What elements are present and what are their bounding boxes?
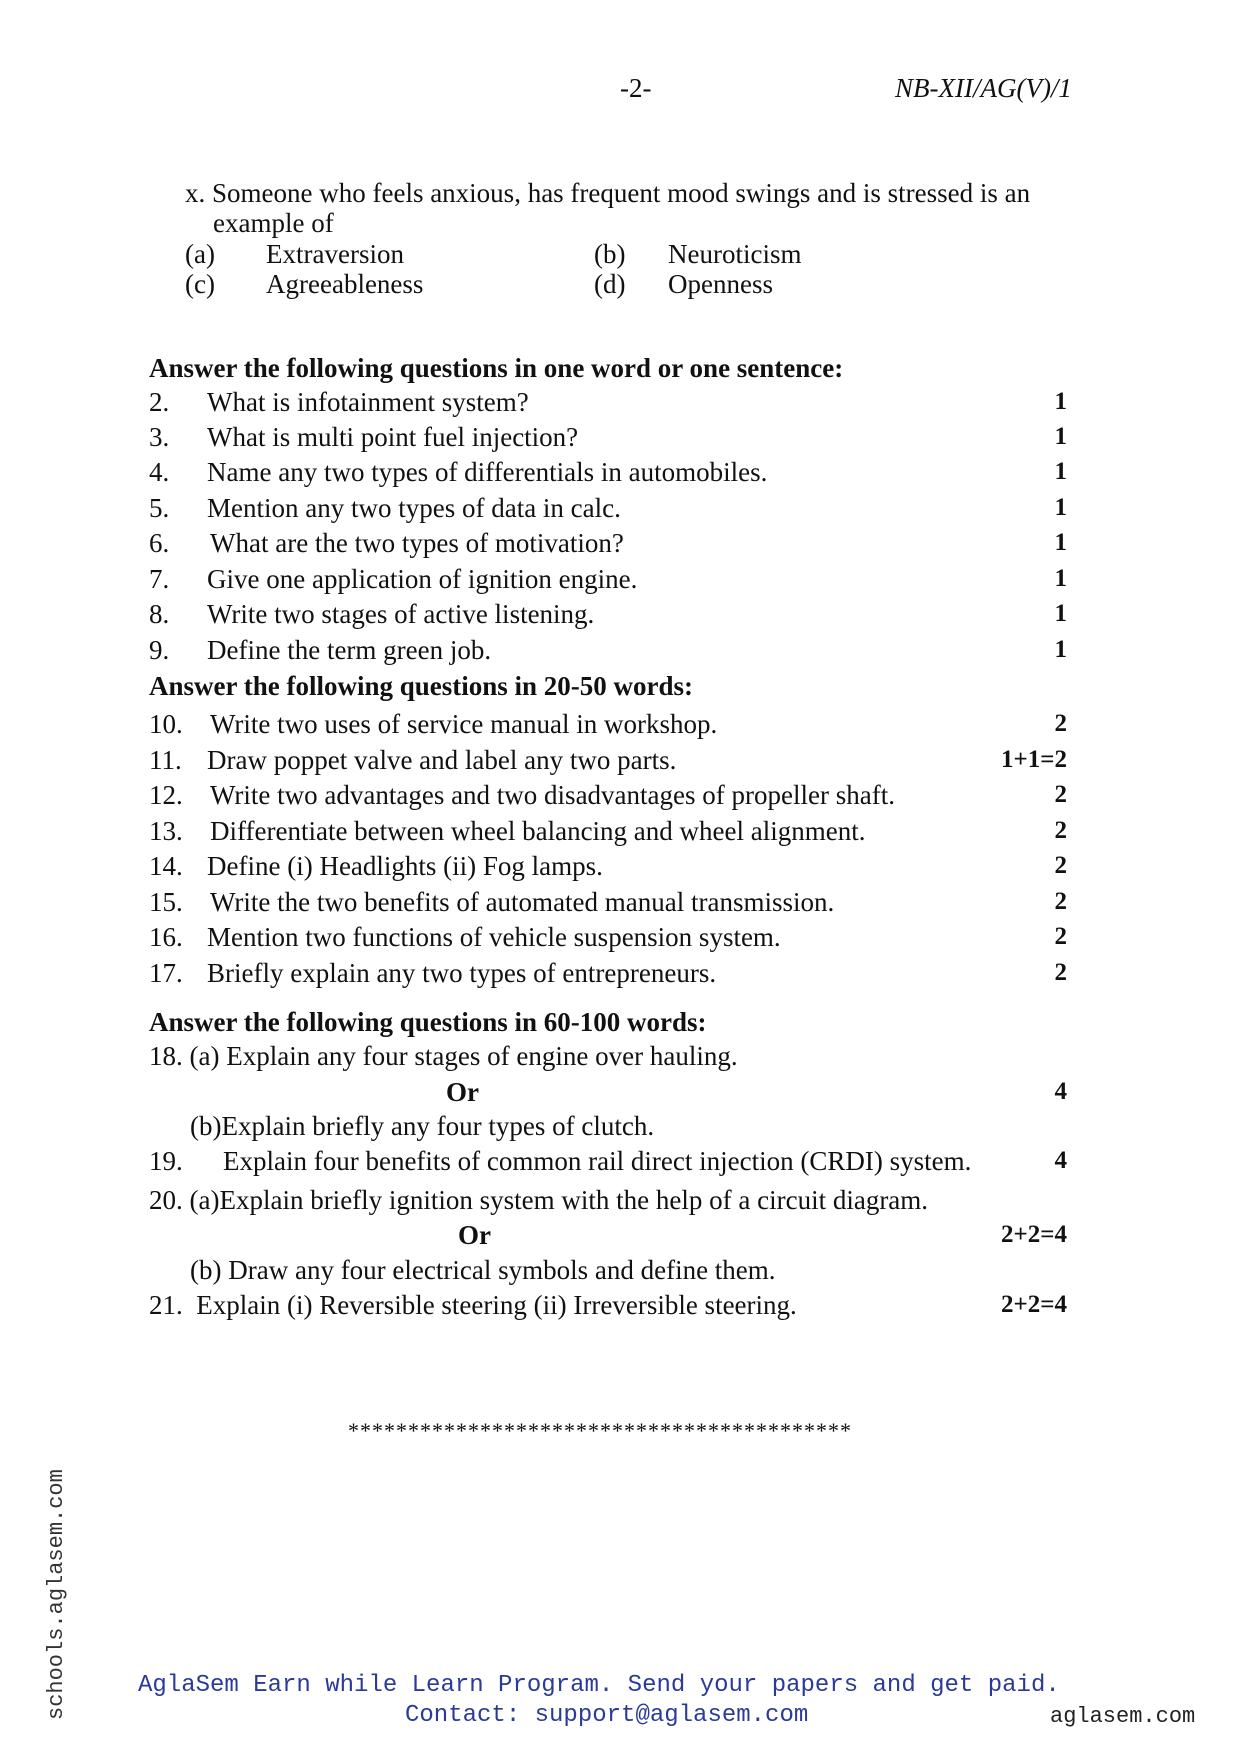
question-text: What are the two types of motivation? — [210, 528, 624, 558]
question-marks: 2 — [1054, 852, 1067, 879]
question-marks: 2 — [1054, 817, 1067, 844]
question-number: 2. — [149, 387, 170, 417]
question-marks: 1 — [1054, 494, 1067, 521]
mcq-option-c-letter: (c) — [185, 269, 215, 299]
or-separator: Or — [446, 1077, 479, 1107]
question-18a: 18. (a) Explain any four stages of engine over hauling. — [149, 1041, 738, 1071]
question-text: Define (i) Headlights (ii) Fog lamps. — [207, 851, 603, 881]
question-number: 17. — [149, 958, 183, 988]
question-marks: 2 — [1054, 888, 1067, 915]
question-20b: (b) Draw any four electrical symbols and define them. — [190, 1255, 776, 1285]
question-number: 19. — [149, 1146, 183, 1176]
mcq-option-a-letter: (a) — [185, 239, 215, 269]
question-marks: 2 — [1054, 923, 1067, 950]
paper-code: NB-XII/AG(V)/1 — [895, 73, 1072, 103]
question-number: 10. — [149, 709, 183, 739]
question-marks: 2 — [1054, 710, 1067, 737]
question-number: 6. — [149, 528, 170, 558]
mcq-option-c-text: Agreeableness — [266, 269, 424, 299]
question-text: Draw poppet valve and label any two parts. — [207, 745, 677, 775]
mcq-stem-line2: example of — [213, 208, 334, 238]
question-number: 12. — [149, 780, 183, 810]
question-marks: 1 — [1054, 388, 1067, 415]
question-text: Give one application of ignition engine. — [207, 564, 638, 594]
question-20a: 20. (a)Explain briefly ignition system with the help of a circuit diagram. — [149, 1185, 929, 1215]
footer-contact: Contact: support@aglasem.com — [405, 1702, 809, 1729]
question-text: Name any two types of differentials in automobiles. — [207, 457, 768, 487]
question-19: Explain four benefits of common rail direct injection (CRDI) system. — [223, 1146, 972, 1176]
question-21: 21. Explain (i) Reversible steering (ii) Irreversible steering. — [149, 1290, 797, 1320]
question-text: Briefly explain any two types of entrepreneurs. — [207, 958, 717, 988]
question-marks: 1 — [1054, 529, 1067, 556]
question-text: Define the term green job. — [207, 635, 492, 665]
question-number: 3. — [149, 422, 170, 452]
question-text: Write two advantages and two disadvantages of propeller shaft. — [210, 780, 895, 810]
footer-promo: AglaSem Earn while Learn Program. Send your papers and get paid. — [138, 1672, 1060, 1699]
section-heading-long: Answer the following questions in 60-100 words: — [149, 1007, 707, 1037]
question-marks: 1 — [1054, 636, 1067, 663]
question-number: 14. — [149, 851, 183, 881]
side-watermark: schools.aglasem.com — [44, 1469, 69, 1720]
question-text: Differentiate between wheel balancing and wheel alignment. — [210, 816, 866, 846]
question-marks: 4 — [1054, 1078, 1067, 1105]
mcq-option-d-text: Openness — [668, 269, 773, 299]
section-heading-short: Answer the following questions in 20-50 words: — [149, 671, 694, 701]
question-marks: 2 — [1054, 959, 1067, 986]
question-marks: 2+2=4 — [1001, 1291, 1067, 1318]
question-18b: (b)Explain briefly any four types of clutch. — [190, 1111, 655, 1141]
mcq-option-d-letter: (d) — [594, 269, 626, 299]
question-text: Mention any two types of data in calc. — [207, 493, 621, 523]
question-marks: 1+1=2 — [1001, 746, 1067, 773]
question-marks: 1 — [1054, 458, 1067, 485]
question-number: 4. — [149, 457, 170, 487]
question-number: 11. — [149, 745, 182, 775]
or-separator: Or — [458, 1220, 491, 1250]
question-text: Mention two functions of vehicle suspension system. — [207, 922, 781, 952]
page-number: -2- — [620, 73, 652, 103]
question-number: 7. — [149, 564, 170, 594]
footer-site-link[interactable]: aglasem.com — [1050, 1704, 1196, 1729]
question-number: 5. — [149, 493, 170, 523]
question-marks: 1 — [1054, 423, 1067, 450]
question-marks: 2+2=4 — [1001, 1221, 1067, 1248]
mcq-option-b-text: Neuroticism — [668, 239, 802, 269]
question-marks: 1 — [1054, 565, 1067, 592]
section-heading-one-word: Answer the following questions in one word or one sentence: — [149, 353, 844, 383]
question-text: Write two uses of service manual in workshop. — [210, 709, 718, 739]
question-text: Write two stages of active listening. — [207, 599, 595, 629]
mcq-option-b-letter: (b) — [594, 239, 626, 269]
question-marks: 4 — [1054, 1147, 1067, 1174]
question-number: 15. — [149, 887, 183, 917]
mcq-stem-line1: x. Someone who feels anxious, has frequent mood swings and is stressed is an — [185, 178, 1031, 208]
question-number: 16. — [149, 922, 183, 952]
question-text: What is infotainment system? — [207, 387, 529, 417]
end-marker: ****************************************** — [348, 1418, 852, 1443]
mcq-option-a-text: Extraversion — [266, 239, 404, 269]
question-marks: 2 — [1054, 781, 1067, 808]
question-marks: 1 — [1054, 600, 1067, 627]
question-number: 8. — [149, 599, 170, 629]
question-number: 9. — [149, 635, 170, 665]
question-text: What is multi point fuel injection? — [207, 422, 579, 452]
question-number: 13. — [149, 816, 183, 846]
question-text: Write the two benefits of automated manual transmission. — [210, 887, 835, 917]
